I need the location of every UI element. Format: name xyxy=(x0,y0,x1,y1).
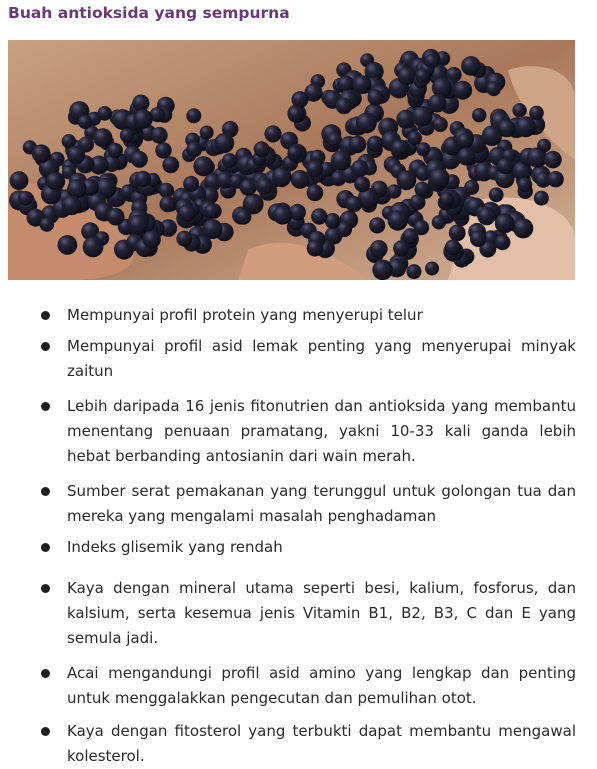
berry xyxy=(62,196,82,216)
berry xyxy=(178,205,196,223)
list-item xyxy=(40,479,576,529)
list-item-text: Mempunyai profil asid lemak penting yang menyerupai minyak zaitun xyxy=(67,337,576,380)
berry xyxy=(368,89,384,105)
berry xyxy=(445,239,461,255)
list-item-text: Mempunyai profil protein yang menyerupi telur xyxy=(67,306,423,324)
berry xyxy=(356,113,377,134)
list-item-text: Acai mengandungi profil asid amino yang lengkap dan penting untuk menggalakkan pengecutan dan pemulihan otot. xyxy=(67,664,576,707)
berry xyxy=(391,139,408,156)
list-item xyxy=(40,535,576,560)
berry xyxy=(186,108,201,123)
berry xyxy=(398,67,416,85)
berry xyxy=(453,81,472,100)
berry xyxy=(307,240,324,257)
berry xyxy=(425,262,439,276)
berry xyxy=(193,156,213,176)
bullet-icon xyxy=(41,342,50,351)
berry xyxy=(131,151,148,168)
page-title: Buah antioksida yang sempurna xyxy=(8,4,290,22)
berry xyxy=(457,133,473,149)
berry xyxy=(457,148,475,166)
berry xyxy=(353,75,372,94)
berry xyxy=(183,176,199,192)
berry xyxy=(449,225,466,242)
acai-berries-photo xyxy=(8,40,575,280)
bullet-icon xyxy=(41,543,50,552)
berry xyxy=(311,208,327,224)
berry xyxy=(132,95,149,112)
berry xyxy=(40,217,55,232)
berry xyxy=(10,171,29,190)
list-item-text: Kaya dengan fitosterol yang terbukti dapat membantu mengawal kolesterol. xyxy=(67,722,576,765)
bullet-icon xyxy=(41,584,50,593)
berry xyxy=(512,103,526,117)
berry xyxy=(288,106,304,122)
berry xyxy=(32,144,51,163)
berry xyxy=(151,127,168,144)
berry xyxy=(337,76,354,93)
berry xyxy=(264,125,281,142)
berry xyxy=(544,151,562,169)
berry xyxy=(108,143,123,158)
berry xyxy=(83,237,104,258)
list-item xyxy=(40,661,576,711)
bullet-icon xyxy=(41,402,50,411)
berry xyxy=(186,142,202,158)
berry xyxy=(486,82,501,97)
berry xyxy=(439,192,454,207)
list-item xyxy=(40,303,576,328)
berry xyxy=(155,142,171,158)
berry xyxy=(517,177,532,192)
berry xyxy=(291,170,310,189)
berry xyxy=(18,191,33,206)
list-item xyxy=(40,394,576,469)
berry xyxy=(307,184,324,201)
berry xyxy=(162,156,179,173)
berry xyxy=(204,204,218,218)
berry xyxy=(369,217,385,233)
berry xyxy=(433,117,448,132)
berry xyxy=(547,171,563,187)
berry xyxy=(214,133,234,153)
berry xyxy=(388,210,408,230)
berry xyxy=(120,128,134,142)
berry xyxy=(387,184,401,198)
berry xyxy=(489,187,504,202)
berry xyxy=(257,178,273,194)
bullet-icon xyxy=(41,727,50,736)
berry xyxy=(78,115,92,129)
list-item xyxy=(40,334,576,384)
berry xyxy=(200,126,214,140)
berry xyxy=(367,136,383,152)
berry xyxy=(93,128,112,147)
bullet-icon xyxy=(41,487,50,496)
berry xyxy=(429,168,449,188)
berry xyxy=(415,182,430,197)
berry xyxy=(159,183,174,198)
berry xyxy=(143,230,161,248)
berry xyxy=(97,106,112,121)
berry xyxy=(336,98,353,115)
berry xyxy=(58,235,78,255)
berry xyxy=(349,136,366,153)
bullet-icon xyxy=(41,311,50,320)
berry xyxy=(289,204,306,221)
list-item-text: Kaya dengan mineral utama seperti besi, kalium, fosforus, dan kalsium, serta kesemua jenis Vitamin B1, B2, B3, C dan E yang semula jadi. xyxy=(67,579,576,647)
berry xyxy=(415,69,430,84)
berry xyxy=(176,231,192,247)
berry xyxy=(495,235,511,251)
berry xyxy=(482,125,503,146)
list-item-text: Indeks glisemik yang rendah xyxy=(67,538,283,556)
berry xyxy=(372,260,393,281)
berry xyxy=(67,146,85,164)
berry xyxy=(428,94,446,112)
berry xyxy=(537,139,551,153)
berry xyxy=(470,231,486,247)
berry xyxy=(236,209,252,225)
berry xyxy=(515,116,536,137)
berry xyxy=(513,218,533,238)
bullet-icon xyxy=(41,669,50,678)
list-item-text: Lebih daripada 16 jenis fitonutrien dan antioksida yang membantu menentang penuaan pramatang, yakni 10-33 kali ganda lebih hebat berbanding antosianin dari wain merah. xyxy=(67,397,576,465)
berry xyxy=(370,240,388,258)
berry xyxy=(133,109,152,128)
berry xyxy=(135,171,151,187)
berry xyxy=(346,196,362,212)
berry xyxy=(407,264,422,279)
berry xyxy=(416,142,430,156)
berry xyxy=(292,91,309,108)
berry xyxy=(273,206,292,225)
berry xyxy=(432,215,446,229)
berry xyxy=(254,141,270,157)
berry xyxy=(160,196,176,212)
berry xyxy=(477,207,496,226)
benefits-list xyxy=(40,303,576,769)
berry xyxy=(534,191,549,206)
berry xyxy=(529,106,544,121)
list-item xyxy=(40,719,576,769)
berry xyxy=(495,214,515,234)
berry xyxy=(414,220,429,235)
berry xyxy=(425,54,440,69)
berry xyxy=(222,153,237,168)
berry xyxy=(408,131,422,145)
berry xyxy=(46,172,64,190)
berry xyxy=(67,179,86,198)
berry xyxy=(351,160,368,177)
berry xyxy=(412,106,433,127)
berry xyxy=(497,158,513,174)
berry xyxy=(128,215,148,235)
list-item xyxy=(40,576,576,651)
berry xyxy=(306,161,323,178)
berry xyxy=(287,146,302,161)
list-item-text: Sumber serat pemakanan yang terunggul untuk golongan tua dan mereka yang mengalami masalah penghadaman xyxy=(67,482,576,525)
berry xyxy=(107,208,125,226)
berry xyxy=(461,56,481,76)
berry xyxy=(472,108,486,122)
berry xyxy=(354,176,370,192)
